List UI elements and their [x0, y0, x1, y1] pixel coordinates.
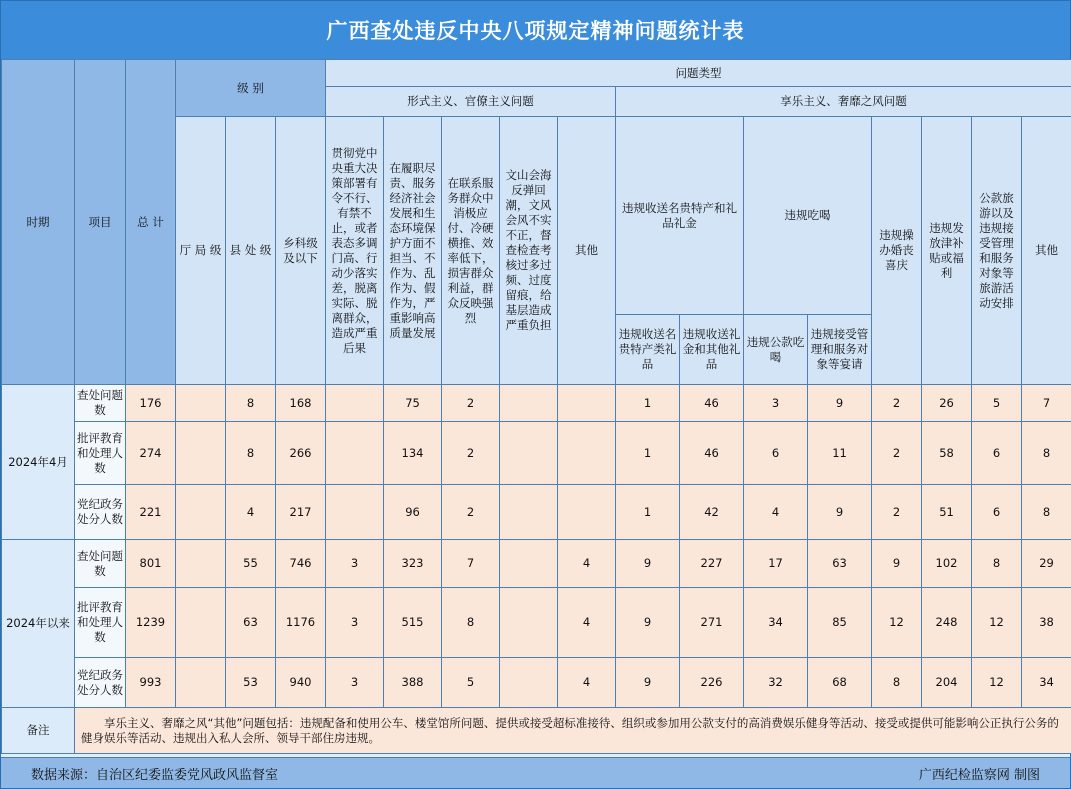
data-cell: 38 — [1022, 588, 1071, 658]
header-level-section: 乡科级及以下 — [276, 117, 326, 385]
header-travel: 公款旅游以及违规接受管理和服务对象等旅游活动安排 — [972, 117, 1022, 385]
header-wedding: 违规操办婚丧喜庆 — [872, 117, 922, 385]
data-cell — [326, 422, 384, 485]
data-cell: 217 — [276, 485, 326, 540]
data-cell: 274 — [126, 422, 176, 485]
data-cell: 323 — [384, 540, 442, 588]
data-cell: 176 — [126, 385, 176, 422]
header-hedonism-other: 其他 — [1022, 117, 1071, 385]
credit: 广西纪检监察网 制图 — [918, 767, 1040, 783]
row-item-label: 党纪政务处分人数 — [75, 658, 126, 708]
data-cell: 9 — [616, 540, 680, 588]
data-cell: 4 — [558, 588, 616, 658]
data-cell: 7 — [442, 540, 500, 588]
data-cell: 6 — [744, 422, 808, 485]
header-gift-cash: 违规收送礼金和其他礼品 — [680, 315, 744, 385]
data-cell: 63 — [226, 588, 276, 658]
data-cell — [500, 588, 558, 658]
note-text: 享乐主义、奢靡之风“其他”问题包括：违规配备和使用公车、楼堂馆所问题、提供或接受超标准接待、组织或参加用公款支付的高消费娱乐健身等活动、接受或提供可能影响公正执行公务的健身娱乐等活动、违规出入私人会所、领导干部住房违规。 — [75, 708, 1071, 754]
data-cell: 1239 — [126, 588, 176, 658]
data-cell — [326, 485, 384, 540]
header-subsidy: 违规发放津补贴或福利 — [922, 117, 972, 385]
data-cell: 168 — [276, 385, 326, 422]
data-cell: 2 — [442, 385, 500, 422]
data-cell — [176, 485, 226, 540]
data-cell: 940 — [276, 658, 326, 708]
data-cell: 1176 — [276, 588, 326, 658]
data-cell: 9 — [872, 540, 922, 588]
data-cell: 515 — [384, 588, 442, 658]
data-cell: 58 — [922, 422, 972, 485]
data-cell — [558, 485, 616, 540]
data-cell: 8 — [1022, 422, 1071, 485]
data-cell: 1 — [616, 422, 680, 485]
data-cell: 6 — [972, 485, 1022, 540]
data-cell: 9 — [808, 485, 872, 540]
data-cell — [500, 658, 558, 708]
row-item-label: 查处问题数 — [75, 540, 126, 588]
data-cell: 4 — [558, 658, 616, 708]
data-cell: 227 — [680, 540, 744, 588]
data-cell: 7 — [1022, 385, 1071, 422]
data-cell: 2 — [872, 385, 922, 422]
data-cell — [558, 422, 616, 485]
data-cell: 204 — [922, 658, 972, 708]
data-cell: 63 — [808, 540, 872, 588]
data-cell: 9 — [616, 658, 680, 708]
data-cell — [176, 658, 226, 708]
data-cell: 8 — [972, 540, 1022, 588]
header-gift-specialty: 违规收送名贵特产类礼品 — [616, 315, 680, 385]
header-formalism-decisions: 贯彻党中央重大决策部署有令不行、有禁不止，或者表态多调门高、行动少落实差，脱离实际、脱离群众，造成严重后果 — [326, 117, 384, 385]
data-cell: 8 — [226, 385, 276, 422]
data-cell: 1 — [616, 485, 680, 540]
data-cell — [500, 385, 558, 422]
note-label: 备注 — [2, 708, 75, 754]
data-cell: 2 — [442, 422, 500, 485]
data-cell: 9 — [808, 385, 872, 422]
header-total: 总 计 — [126, 60, 176, 385]
data-cell — [176, 422, 226, 485]
data-cell — [558, 385, 616, 422]
note-row — [2, 708, 1071, 754]
data-cell: 4 — [226, 485, 276, 540]
data-cell: 2 — [872, 485, 922, 540]
title-bar — [1, 1, 1070, 60]
data-cell: 388 — [384, 658, 442, 708]
table-row — [2, 422, 1071, 485]
data-cell: 2 — [442, 485, 500, 540]
header-dine-public: 违规公款吃喝 — [744, 315, 808, 385]
data-cell: 248 — [922, 588, 972, 658]
header-problem-type: 问题类型 — [326, 60, 1071, 87]
data-cell — [500, 422, 558, 485]
data-cell: 134 — [384, 422, 442, 485]
data-cell — [500, 485, 558, 540]
data-cell: 75 — [384, 385, 442, 422]
data-cell: 1 — [616, 385, 680, 422]
data-cell: 11 — [808, 422, 872, 485]
footer-bar — [1, 757, 1070, 788]
header-gift-group: 违规收送名贵特产和礼品礼金 — [616, 117, 744, 315]
header-dine-group: 违规吃喝 — [744, 117, 872, 315]
table-row — [2, 540, 1071, 588]
data-cell: 96 — [384, 485, 442, 540]
data-cell: 6 — [972, 422, 1022, 485]
data-cell: 993 — [126, 658, 176, 708]
row-item-label: 批评教育和处理人数 — [75, 422, 126, 485]
data-cell: 5 — [442, 658, 500, 708]
data-cell: 4 — [558, 540, 616, 588]
data-cell: 12 — [972, 588, 1022, 658]
data-cell: 801 — [126, 540, 176, 588]
header-period: 时期 — [2, 60, 75, 385]
data-cell — [326, 385, 384, 422]
header-formalism-other: 其他 — [558, 117, 616, 385]
data-cell: 3 — [326, 588, 384, 658]
row-item-label: 党纪政务处分人数 — [75, 485, 126, 540]
header-level-county: 县 处 级 — [226, 117, 276, 385]
data-cell: 42 — [680, 485, 744, 540]
data-cell: 2 — [872, 422, 922, 485]
data-cell: 55 — [226, 540, 276, 588]
data-cell: 8 — [226, 422, 276, 485]
data-cell: 53 — [226, 658, 276, 708]
data-source: 数据来源：自治区纪委监委党风政风监督室 — [31, 767, 279, 783]
header-item: 项目 — [75, 60, 126, 385]
data-cell: 46 — [680, 422, 744, 485]
header-dine-banquet: 违规接受管理和服务对象等宴请 — [808, 315, 872, 385]
header-level: 级 别 — [176, 60, 326, 117]
header-formalism-duties: 在履职尽责、服务经济社会发展和生态环境保护方面不担当、不作为、乱作为、假作为，严重影响高质量发展 — [384, 117, 442, 385]
header-formalism-meetings: 文山会海反弹回潮，文风会风不实不正，督查检查考核过多过频、过度留痕，给基层造成严重负担 — [500, 117, 558, 385]
header-hedonism: 享乐主义、奢靡之风问题 — [616, 87, 1071, 117]
data-cell: 746 — [276, 540, 326, 588]
data-cell: 26 — [922, 385, 972, 422]
data-cell: 29 — [1022, 540, 1071, 588]
header-formalism: 形式主义、官僚主义问题 — [326, 87, 616, 117]
data-cell: 51 — [922, 485, 972, 540]
row-item-label: 批评教育和处理人数 — [75, 588, 126, 658]
data-cell: 9 — [616, 588, 680, 658]
row-item-label: 查处问题数 — [75, 385, 126, 422]
statistics-table — [1, 59, 1071, 754]
data-cell: 8 — [442, 588, 500, 658]
data-cell: 32 — [744, 658, 808, 708]
data-cell: 226 — [680, 658, 744, 708]
data-cell: 8 — [872, 658, 922, 708]
data-cell: 68 — [808, 658, 872, 708]
data-cell: 266 — [276, 422, 326, 485]
data-cell: 102 — [922, 540, 972, 588]
data-cell: 5 — [972, 385, 1022, 422]
table-title: 广西查处违反中央八项规定精神问题统计表 — [326, 19, 745, 43]
table-row — [2, 485, 1071, 540]
data-cell: 221 — [126, 485, 176, 540]
table-row — [2, 385, 1071, 422]
data-cell: 85 — [808, 588, 872, 658]
period-label: 2024年4月 — [2, 385, 75, 540]
data-cell: 34 — [1022, 658, 1071, 708]
data-cell: 12 — [872, 588, 922, 658]
data-cell: 17 — [744, 540, 808, 588]
table-row — [2, 658, 1071, 708]
data-cell: 8 — [1022, 485, 1071, 540]
data-cell: 271 — [680, 588, 744, 658]
data-cell — [176, 385, 226, 422]
data-cell — [500, 540, 558, 588]
data-cell: 3 — [326, 540, 384, 588]
period-label: 2024年以来 — [2, 540, 75, 708]
data-cell: 3 — [326, 658, 384, 708]
table-row — [2, 588, 1071, 658]
data-cell: 34 — [744, 588, 808, 658]
data-cell: 46 — [680, 385, 744, 422]
data-cell: 12 — [972, 658, 1022, 708]
data-cell — [176, 540, 226, 588]
data-cell: 3 — [744, 385, 808, 422]
data-cell — [176, 588, 226, 658]
data-cell: 4 — [744, 485, 808, 540]
header-formalism-service: 在联系服务群众中消极应付、冷硬横推、效率低下，损害群众利益，群众反映强烈 — [442, 117, 500, 385]
header-level-bureau: 厅 局 级 — [176, 117, 226, 385]
